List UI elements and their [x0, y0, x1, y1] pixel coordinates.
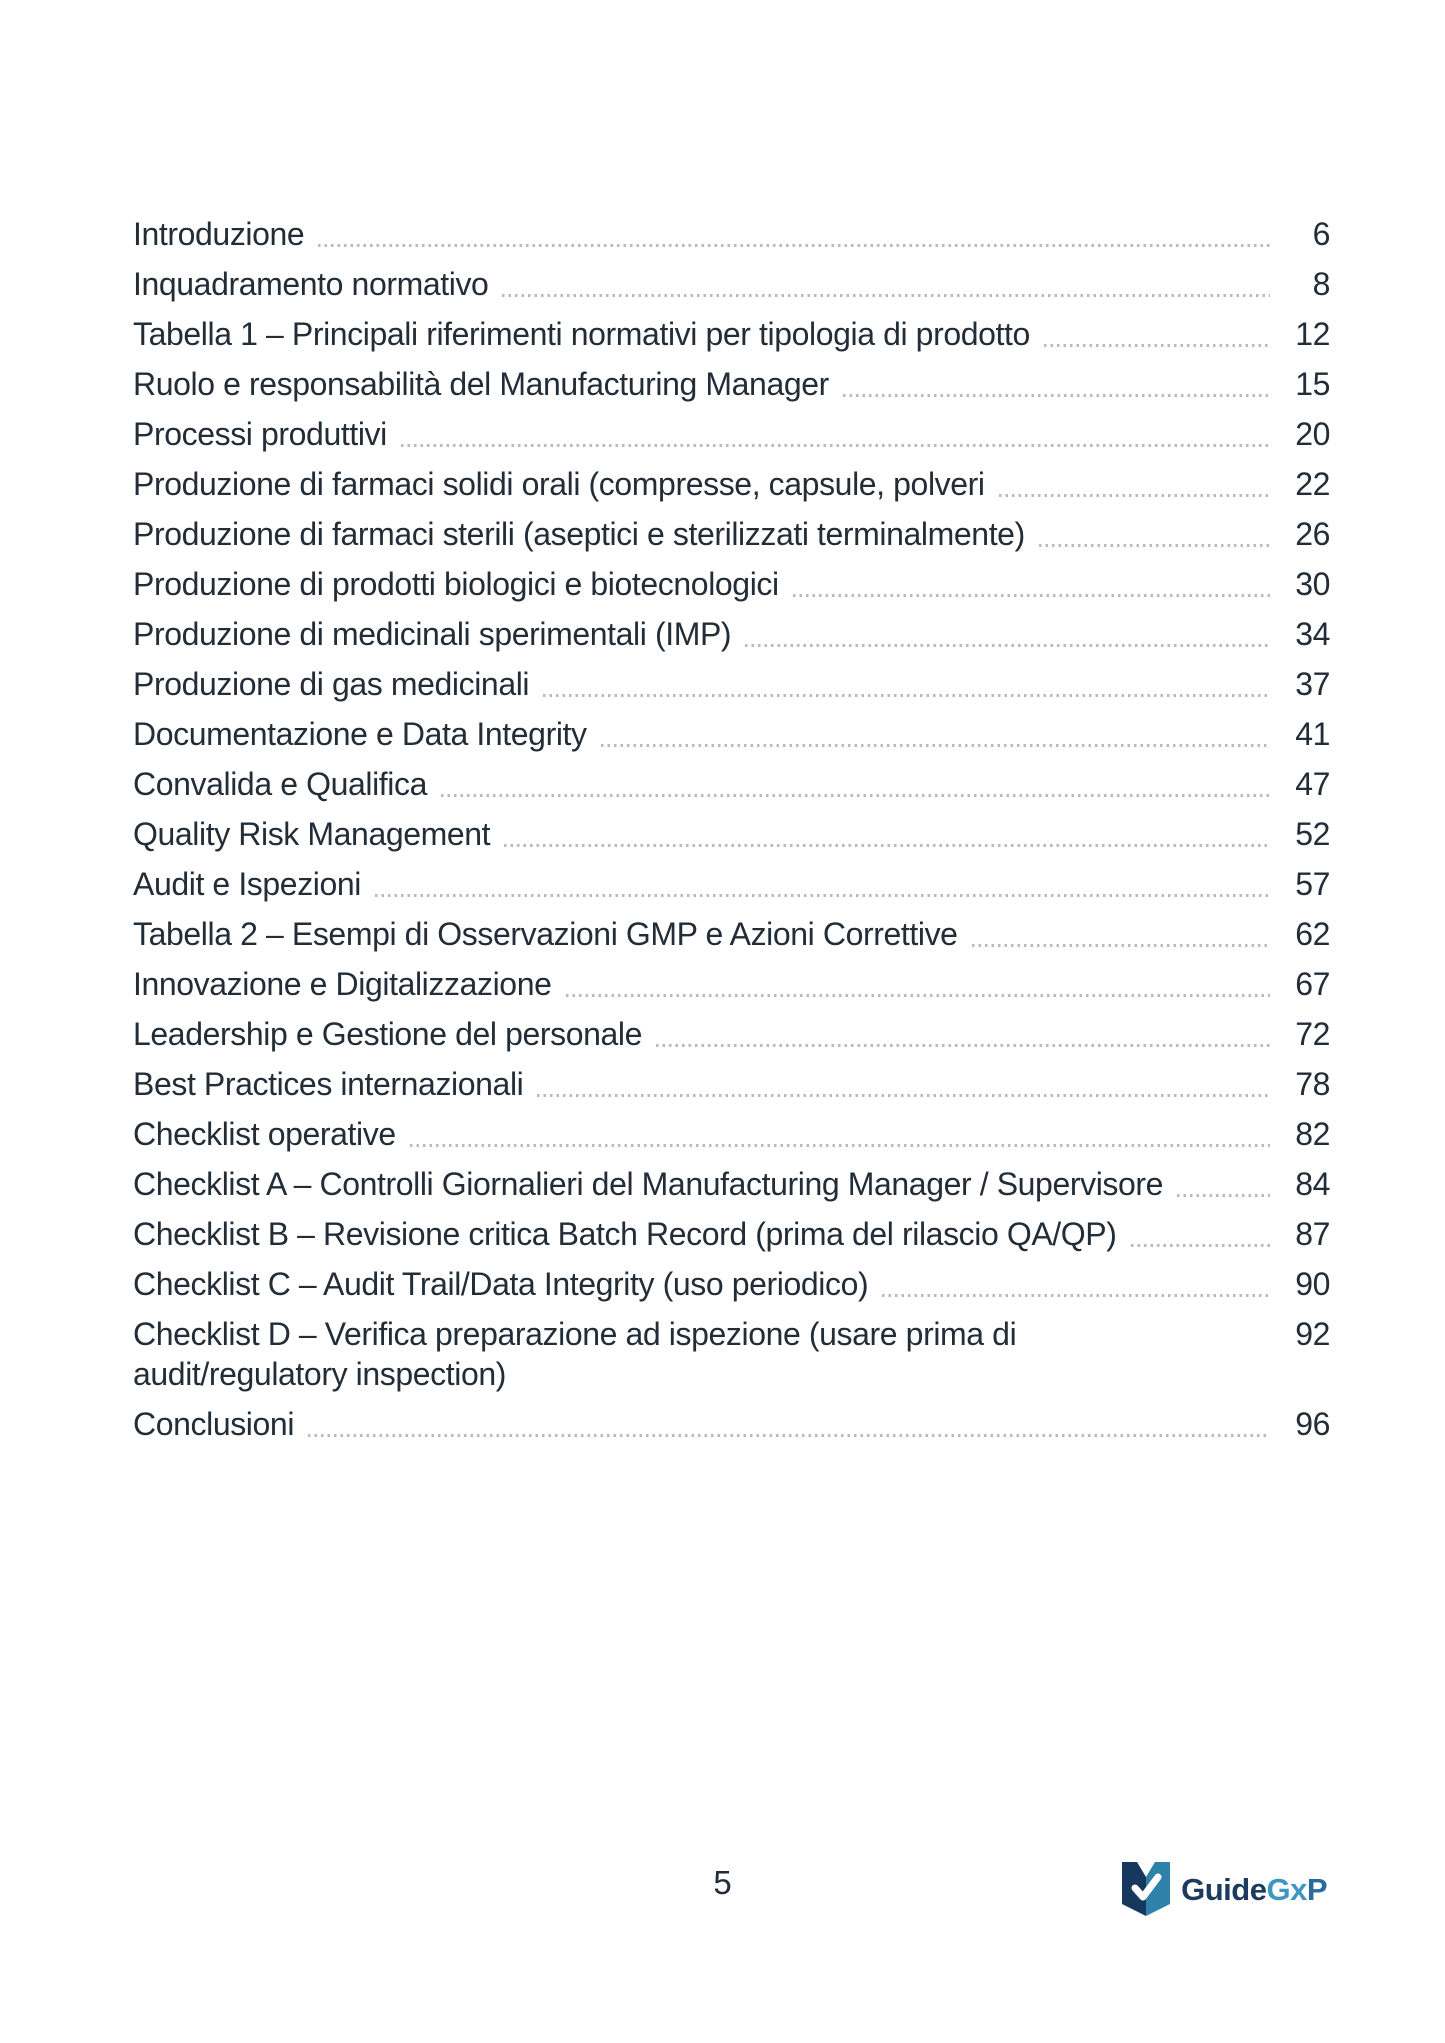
- toc-entry-page: 72: [1295, 1016, 1330, 1052]
- toc-entry-page: 78: [1295, 1066, 1330, 1102]
- toc-dotted-leader: [543, 694, 1270, 697]
- toc-entry-page: 82: [1295, 1116, 1330, 1152]
- toc-dotted-leader: [999, 494, 1270, 497]
- toc-entry-title: Checklist A – Controlli Giornalieri del Manufacturing Manager / Supervisore: [133, 1166, 1164, 1202]
- toc-entry-page: 20: [1295, 416, 1330, 452]
- toc-entry-page: 41: [1295, 716, 1330, 752]
- toc-dotted-leader: [601, 744, 1270, 747]
- toc-entry-title: Produzione di farmaci solidi orali (compresse, capsule, polveri: [133, 466, 985, 502]
- toc-entry-title: Ruolo e responsabilità del Manufacturing Manager: [133, 366, 829, 402]
- toc-entry-page: 37: [1295, 666, 1330, 702]
- toc-entry-title: Best Practices internazionali: [133, 1066, 524, 1102]
- toc-dotted-leader: [375, 894, 1270, 897]
- toc-dotted-leader: [1039, 544, 1270, 547]
- toc-entry-page: 30: [1295, 566, 1330, 602]
- toc-entry-page: 57: [1295, 866, 1330, 902]
- toc-entry[interactable]: [133, 264, 1330, 304]
- logo-word-guide: Guide: [1181, 1871, 1267, 1907]
- toc-entry[interactable]: [133, 1114, 1330, 1154]
- toc-entry-page: 90: [1295, 1266, 1330, 1302]
- toc-entry-title: Documentazione e Data Integrity: [133, 716, 587, 752]
- toc-entry-title: Convalida e Qualifica: [133, 766, 427, 802]
- toc-entry[interactable]: [133, 464, 1330, 504]
- toc-entry-page: 15: [1295, 366, 1330, 402]
- toc-dotted-leader: [410, 1144, 1270, 1147]
- toc-dotted-leader: [972, 944, 1270, 947]
- toc-dotted-leader: [1044, 344, 1270, 347]
- toc-entry-page: 84: [1295, 1166, 1330, 1202]
- toc-entry-page: 96: [1295, 1406, 1330, 1442]
- toc-entry[interactable]: [133, 714, 1330, 754]
- footer-page-number: 5: [713, 1864, 732, 1901]
- toc-entry[interactable]: [133, 1064, 1330, 1104]
- toc-entry-title: Quality Risk Management: [133, 816, 491, 852]
- toc-dotted-leader: [318, 244, 1270, 247]
- toc-entry-title-line2: audit/regulatory inspection): [133, 1356, 507, 1392]
- toc-entry-page: 26: [1295, 516, 1330, 552]
- toc-entry-title: Checklist operative: [133, 1116, 396, 1152]
- open-book-check-icon: [1120, 1858, 1172, 1921]
- toc-entry[interactable]: [133, 364, 1330, 404]
- toc-entry-title: Tabella 1 – Principali riferimenti normativi per tipologia di prodotto: [133, 316, 1030, 352]
- logo-word-p: P: [1306, 1871, 1327, 1907]
- toc-dotted-leader: [882, 1294, 1270, 1297]
- toc-entry-page: 12: [1295, 316, 1330, 352]
- toc-entry-title: Checklist B – Revisione critica Batch Record (prima del rilascio QA/QP): [133, 1216, 1117, 1252]
- toc-entry[interactable]: [133, 414, 1330, 454]
- toc-entry-title: Innovazione e Digitalizzazione: [133, 966, 552, 1002]
- toc-dotted-leader: [843, 394, 1270, 397]
- toc-entry-title: Checklist D – Verifica preparazione ad ispezione (usare prima di audit/regulatory inspection): [133, 1316, 1017, 1392]
- toc-entry-page: 62: [1295, 916, 1330, 952]
- brand-logo-text: [1181, 1872, 1327, 1908]
- toc-entry[interactable]: [133, 964, 1330, 1004]
- toc-entry[interactable]: [133, 914, 1330, 954]
- toc-entry-page: 92: [1295, 1316, 1330, 1352]
- toc-entry-title: Audit e Ispezioni: [133, 866, 362, 902]
- toc-entry[interactable]: [133, 1164, 1330, 1204]
- toc-entry-title: Processi produttivi: [133, 416, 387, 452]
- toc-entry-page: 67: [1295, 966, 1330, 1002]
- toc-entry-title: Produzione di prodotti biologici e biotecnologici: [133, 566, 779, 602]
- toc-entry[interactable]: [133, 314, 1330, 354]
- toc-dotted-leader: [745, 644, 1270, 647]
- toc-dotted-leader: [537, 1094, 1270, 1097]
- toc-entry[interactable]: [133, 1214, 1330, 1254]
- toc-entry[interactable]: [133, 1264, 1330, 1304]
- toc-entry-page: 34: [1295, 616, 1330, 652]
- toc-dotted-leader: [504, 844, 1270, 847]
- toc-entry[interactable]: [133, 564, 1330, 604]
- toc-dotted-leader: [308, 1434, 1270, 1437]
- toc-dotted-leader: [1131, 1244, 1271, 1247]
- logo-word-gx: Gx: [1266, 1871, 1307, 1907]
- toc-dotted-leader: [1177, 1194, 1270, 1197]
- toc-entry-title: Produzione di gas medicinali: [133, 666, 530, 702]
- toc-entry[interactable]: [133, 1014, 1330, 1054]
- toc-entry[interactable]: [133, 1314, 1330, 1394]
- toc-dotted-leader: [441, 794, 1270, 797]
- toc-entry-page: 47: [1295, 766, 1330, 802]
- toc-entry-page: 22: [1295, 466, 1330, 502]
- toc-entry-title: Inquadramento normativo: [133, 266, 489, 302]
- toc-entry-title: Produzione di medicinali sperimentali (IMP): [133, 616, 732, 652]
- toc-entry[interactable]: [133, 664, 1330, 704]
- toc-entry-title: Introduzione: [133, 216, 305, 252]
- toc-entry-title: Conclusioni: [133, 1406, 295, 1442]
- toc-dotted-leader: [793, 594, 1270, 597]
- toc-entry-title: Checklist C – Audit Trail/Data Integrity (uso periodico): [133, 1266, 869, 1302]
- toc-list: [133, 214, 1330, 1454]
- toc-entry[interactable]: [133, 814, 1330, 854]
- brand-logo: [1120, 1858, 1327, 1921]
- toc-dotted-leader: [566, 994, 1271, 997]
- toc-dotted-leader: [502, 294, 1270, 297]
- toc-entry[interactable]: [133, 514, 1330, 554]
- toc-entry-title: Tabella 2 – Esempi di Osservazioni GMP e Azioni Correttive: [133, 916, 958, 952]
- toc-dotted-leader: [401, 444, 1270, 447]
- toc-entry[interactable]: [133, 764, 1330, 804]
- toc-entry[interactable]: [133, 1404, 1330, 1444]
- toc-entry-page: 6: [1312, 216, 1330, 252]
- toc-dotted-leader: [656, 1044, 1270, 1047]
- toc-entry[interactable]: [133, 214, 1330, 254]
- toc-entry-page: 87: [1295, 1216, 1330, 1252]
- toc-entry[interactable]: [133, 864, 1330, 904]
- toc-entry-title: Leadership e Gestione del personale: [133, 1016, 643, 1052]
- toc-entry[interactable]: [133, 614, 1330, 654]
- toc-dotted-leader: [1030, 1384, 1270, 1387]
- toc-entry-page: 52: [1295, 816, 1330, 852]
- toc-entry-page: 8: [1312, 266, 1330, 302]
- toc-entry-title: Produzione di farmaci sterili (aseptici e sterilizzati terminalmente): [133, 516, 1025, 552]
